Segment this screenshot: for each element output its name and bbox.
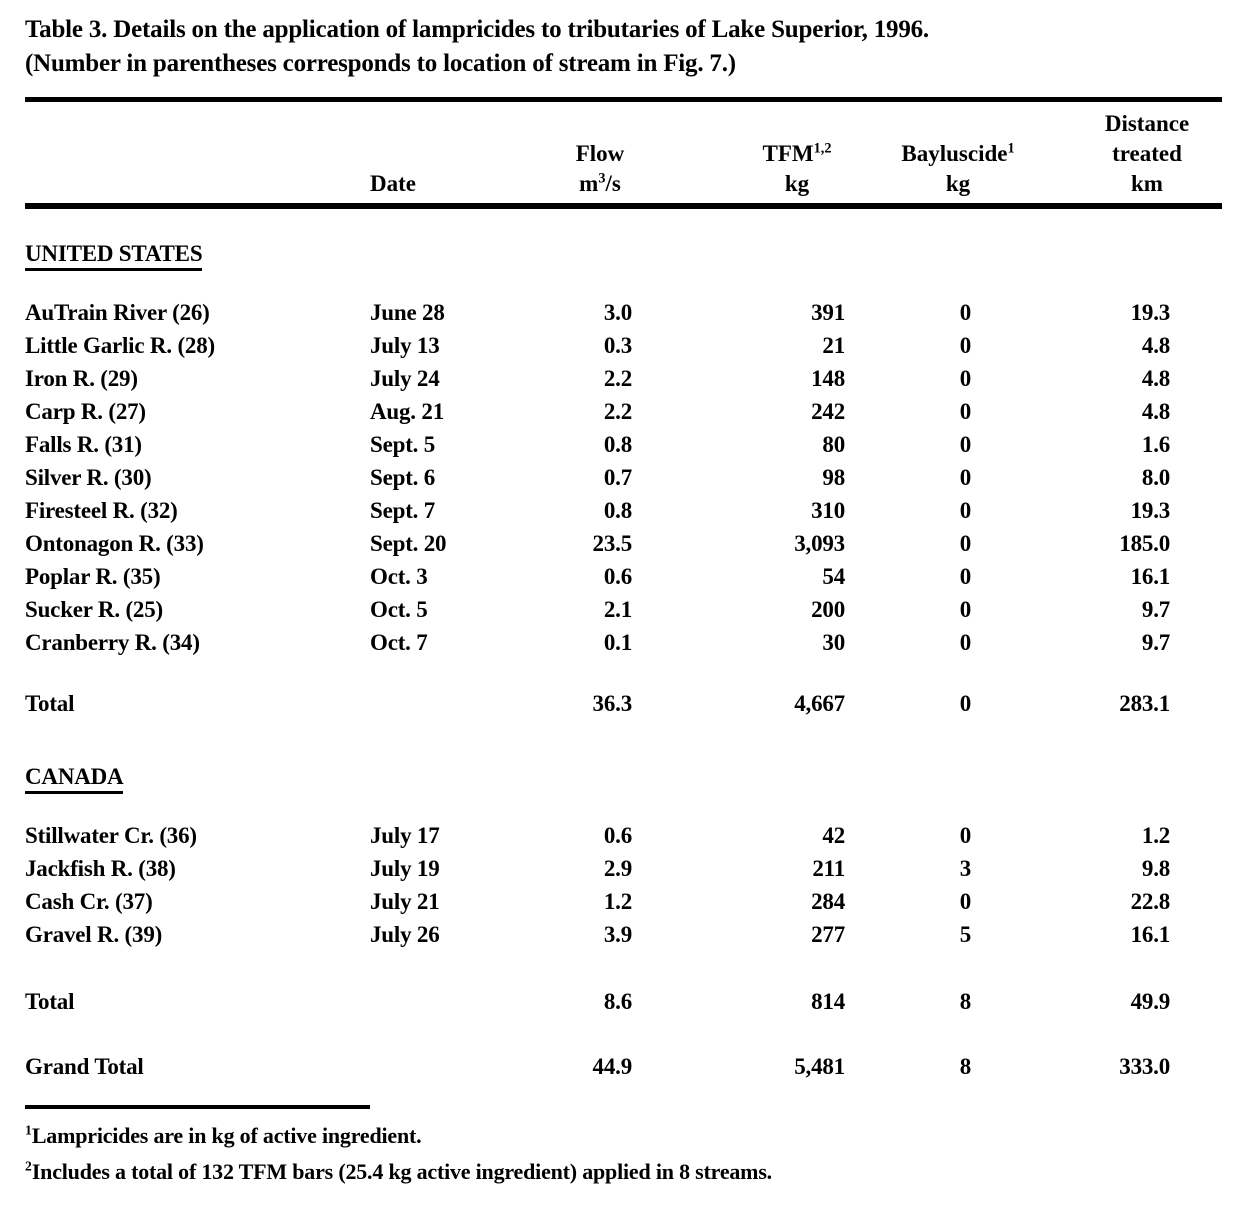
distance-value: 49.9 xyxy=(1130,989,1171,1014)
flow-unit: $m^3/s$ xyxy=(579,170,621,196)
tfm-value: 21 xyxy=(822,333,845,358)
stream-name: Cash Cr. (37) xyxy=(25,889,153,914)
tfm-value: 211 xyxy=(812,856,845,881)
treatment-date: Sept. 7 xyxy=(370,498,436,523)
distance-label-line2: treated xyxy=(1112,141,1182,166)
table-row xyxy=(25,918,1197,951)
table-row xyxy=(25,593,1197,626)
bayluscide-value: 0 xyxy=(959,823,971,848)
bayluscide-unit: kg xyxy=(945,171,971,196)
treatment-date: Sept. 6 xyxy=(370,465,436,490)
tfm-value: 284 xyxy=(811,889,845,914)
tfm-value: 98 xyxy=(822,465,845,490)
flow-value: 0.6 xyxy=(603,564,632,589)
table-row xyxy=(25,428,1197,461)
tfm-value: 242 xyxy=(811,399,845,424)
bayluscide-value: 3 xyxy=(959,856,971,881)
stream-name: Jackfish R. (38) xyxy=(25,856,176,881)
total-label: Total xyxy=(25,989,75,1014)
treatment-date: Sept. 20 xyxy=(370,531,447,556)
distance-value: 16.1 xyxy=(1130,922,1171,947)
tfm-value: 3,093 xyxy=(794,531,845,556)
tfm-unit: kg xyxy=(784,171,810,196)
column-headers xyxy=(25,102,1222,203)
treatment-date: Sept. 5 xyxy=(370,432,436,457)
bayluscide-value: 0 xyxy=(959,465,971,490)
tfm-value: 148 xyxy=(811,366,845,391)
bayluscide-value: 0 xyxy=(959,889,971,914)
flow-value: 0.3 xyxy=(603,333,632,358)
distance-value: 4.8 xyxy=(1141,333,1171,358)
total-label: Grand Total xyxy=(25,1054,144,1079)
bayluscide-value: 8 xyxy=(959,1054,971,1079)
flow-value: 0.6 xyxy=(603,823,632,848)
bayluscide-value: 0 xyxy=(959,597,971,622)
flow-value: 0.1 xyxy=(603,630,632,655)
stream-name: Poplar R. (35) xyxy=(25,564,161,589)
distance-value: 19.3 xyxy=(1130,498,1171,523)
flow-label: Flow xyxy=(575,141,625,166)
tfm-value: 391 xyxy=(811,300,845,325)
flow-value: 44.9 xyxy=(592,1054,632,1079)
table-row xyxy=(25,296,1197,329)
tfm-value: 814 xyxy=(811,989,845,1014)
table-title-line2: (Number in parentheses corresponds to location of stream in Fig. 7.) xyxy=(25,50,736,77)
table-body xyxy=(25,209,1197,1083)
bayluscide-value: 0 xyxy=(959,564,971,589)
treatment-date: Aug. 21 xyxy=(370,399,445,424)
bayluscide-value: 0 xyxy=(959,691,971,716)
treatment-date: July 21 xyxy=(370,889,440,914)
footnote-1: $^1$Lampricides are in kg of active ingredient. xyxy=(25,1122,422,1148)
flow-value: 23.5 xyxy=(592,531,632,556)
section-header-row xyxy=(25,720,1197,819)
stream-name: AuTrain River (26) xyxy=(25,300,210,325)
treatment-date: Oct. 5 xyxy=(370,597,428,622)
flow-value: 0.8 xyxy=(603,498,632,523)
flow-value: 3.9 xyxy=(603,922,632,947)
stream-name: Ontonagon R. (33) xyxy=(25,531,204,556)
distance-value: 19.3 xyxy=(1130,300,1171,325)
distance-value: 333.0 xyxy=(1119,1054,1171,1079)
flow-value: 0.8 xyxy=(603,432,632,457)
table-row xyxy=(25,819,1197,852)
stream-name: Cranberry R. (34) xyxy=(25,630,200,655)
tfm-value: 4,667 xyxy=(794,691,845,716)
stream-name: Little Garlic R. (28) xyxy=(25,333,215,358)
table-row xyxy=(25,461,1197,494)
section-total-row xyxy=(25,951,1197,1018)
treatment-date: July 17 xyxy=(370,823,440,848)
tfm-value: 80 xyxy=(822,432,845,457)
table-title-line1: Table 3. Details on the application of lampricides to tributaries of Lake Superior, 1996. xyxy=(25,16,929,43)
flow-value: 2.1 xyxy=(603,597,632,622)
stream-name: Falls R. (31) xyxy=(25,432,142,457)
table-title xyxy=(25,13,1125,81)
flow-value: 3.0 xyxy=(603,300,632,325)
distance-value: 16.1 xyxy=(1130,564,1171,589)
bayluscide-label: Bayluscide$^1$ xyxy=(901,140,1015,166)
column-header-tfm xyxy=(717,139,877,199)
table-row xyxy=(25,329,1197,362)
stream-name: Sucker R. (25) xyxy=(25,597,163,622)
table-row xyxy=(25,362,1197,395)
distance-value: 1.2 xyxy=(1141,823,1171,848)
flow-value: 1.2 xyxy=(603,889,632,914)
bayluscide-value: 0 xyxy=(959,432,971,457)
bayluscide-value: 8 xyxy=(959,989,971,1014)
bayluscide-value: 0 xyxy=(959,399,971,424)
stream-name: Firesteel R. (32) xyxy=(25,498,178,523)
table-row xyxy=(25,494,1197,527)
treatment-date: July 13 xyxy=(370,333,440,358)
footnotes xyxy=(25,1118,1245,1190)
bayluscide-value: 0 xyxy=(959,531,971,556)
flow-value: 0.7 xyxy=(603,465,632,490)
treatment-date: June 28 xyxy=(370,300,445,325)
bayluscide-value: 0 xyxy=(959,498,971,523)
bayluscide-value: 5 xyxy=(959,922,971,947)
bayluscide-value: 0 xyxy=(959,300,971,325)
treatment-date: July 19 xyxy=(370,856,440,881)
flow-value: 36.3 xyxy=(592,691,632,716)
stream-name: Gravel R. (39) xyxy=(25,922,163,947)
treatment-date: Oct. 3 xyxy=(370,564,428,589)
table-row xyxy=(25,885,1197,918)
tfm-value: 310 xyxy=(811,498,845,523)
stream-name: Carp R. (27) xyxy=(25,399,146,424)
footnote-2: $^2$Includes a total of 132 TFM bars (25.4 kg active ingredient) applied in 8 streams. xyxy=(25,1158,772,1184)
distance-value: 9.8 xyxy=(1141,856,1171,881)
section-heading: UNITED STATES xyxy=(25,241,202,271)
column-header-bayluscide xyxy=(868,139,1048,199)
stream-name: Stillwater Cr. (36) xyxy=(25,823,197,848)
table-row xyxy=(25,852,1197,885)
tfm-value: 5,481 xyxy=(794,1054,845,1079)
grand-total-row xyxy=(25,1018,1197,1083)
distance-value: 4.8 xyxy=(1141,366,1171,391)
table-row xyxy=(25,626,1197,659)
distance-label-line1: Distance xyxy=(1104,111,1190,136)
tfm-value: 200 xyxy=(811,597,845,622)
stream-name: Iron R. (29) xyxy=(25,366,138,391)
section-total-row xyxy=(25,659,1197,720)
footnote-separator-rule xyxy=(25,1105,370,1109)
table-row xyxy=(25,560,1197,593)
distance-value: 9.7 xyxy=(1141,597,1171,622)
distance-value: 283.1 xyxy=(1119,691,1171,716)
tfm-value: 30 xyxy=(822,630,845,655)
treatment-date: July 26 xyxy=(370,922,440,947)
table-row xyxy=(25,395,1197,428)
tfm-label: TFM$^{1,2}$ xyxy=(762,140,832,166)
table-row xyxy=(25,527,1197,560)
bayluscide-value: 0 xyxy=(959,366,971,391)
distance-value: 4.8 xyxy=(1141,399,1171,424)
section-heading: CANADA xyxy=(25,764,123,794)
flow-value: 2.2 xyxy=(603,366,632,391)
distance-value: 9.7 xyxy=(1141,630,1171,655)
distance-value: 22.8 xyxy=(1130,889,1171,914)
distance-value: 1.6 xyxy=(1141,432,1171,457)
column-header-flow xyxy=(535,139,665,199)
tfm-value: 54 xyxy=(822,564,845,589)
tfm-value: 42 xyxy=(822,823,845,848)
flow-value: 8.6 xyxy=(603,989,632,1014)
empty-cell xyxy=(365,659,555,720)
distance-value: 8.0 xyxy=(1141,465,1171,490)
tfm-value: 277 xyxy=(811,922,845,947)
distance-value: 185.0 xyxy=(1119,531,1171,556)
column-header-date: Date xyxy=(370,171,416,196)
scanned-table-page xyxy=(0,13,1245,1218)
bayluscide-value: 0 xyxy=(959,630,971,655)
total-label: Total xyxy=(25,691,75,716)
section-header-row xyxy=(25,209,1197,296)
empty-cell xyxy=(365,951,555,1018)
distance-unit: km xyxy=(1131,171,1163,196)
treatment-date: July 24 xyxy=(370,366,440,391)
empty-cell xyxy=(365,1018,555,1083)
stream-name: Silver R. (30) xyxy=(25,465,152,490)
bayluscide-value: 0 xyxy=(959,333,971,358)
flow-value: 2.2 xyxy=(603,399,632,424)
flow-value: 2.9 xyxy=(603,856,632,881)
column-header-distance xyxy=(1067,109,1227,199)
treatment-date: Oct. 7 xyxy=(370,630,428,655)
lampricide-table xyxy=(25,209,1197,1083)
